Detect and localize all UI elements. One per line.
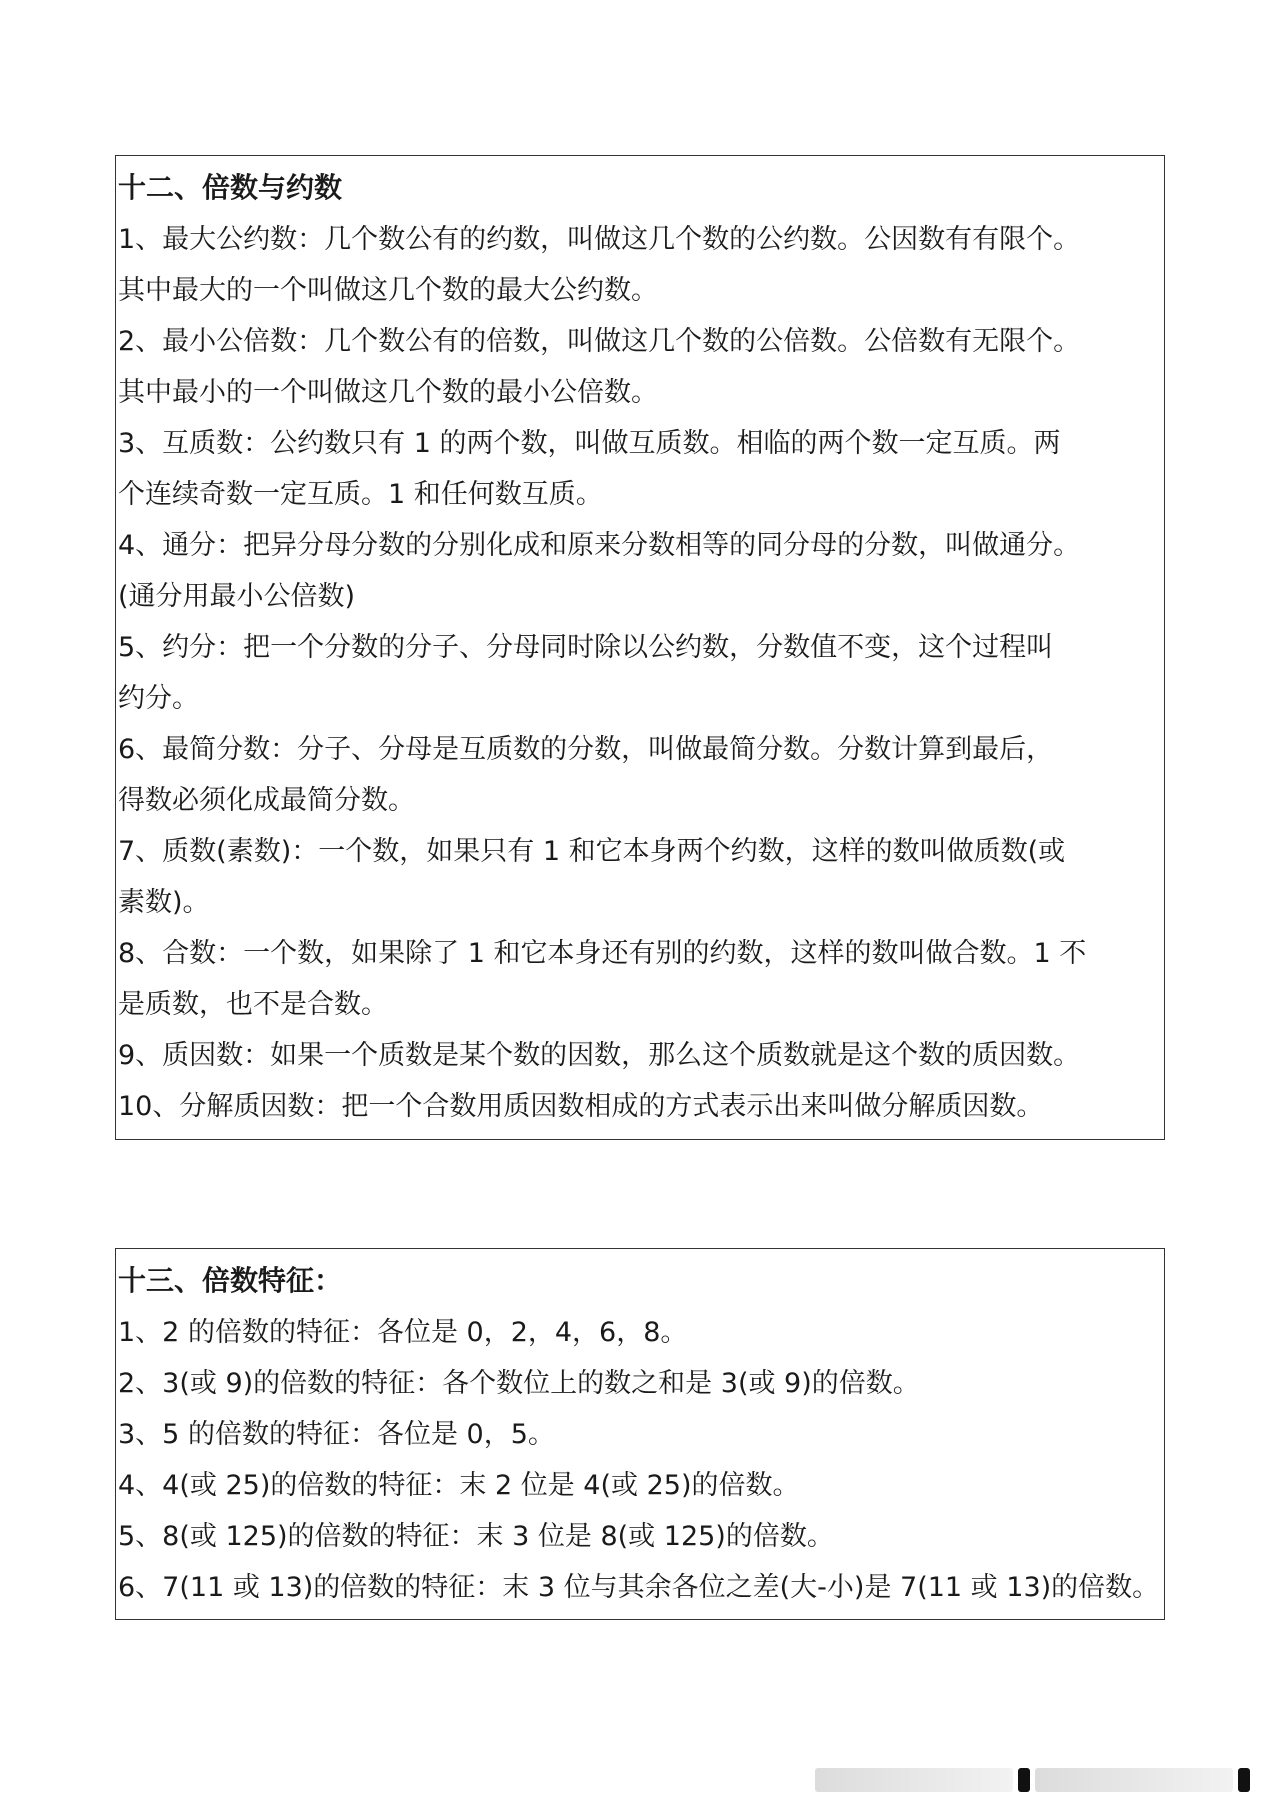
text-line: 5、约分：把一个分数的分子、分母同时除以公约数，分数值不变，这个过程叫 — [118, 632, 1054, 663]
text-line: 2、最小公倍数：几个数公有的倍数，叫做这几个数的公倍数。公倍数有无限个。 — [118, 326, 1081, 357]
section-multiple-characteristics — [115, 1248, 1165, 1620]
section-title: 十三、倍数特征： — [118, 1264, 343, 1297]
text-line: 10、分解质因数：把一个合数用质因数相成的方式表示出来叫做分解质因数。 — [118, 1091, 1044, 1122]
text-line: 其中最大的一个叫做这几个数的最大公约数。 — [118, 275, 658, 306]
text-line: 3、互质数：公约数只有 1 的两个数，叫做互质数。相临的两个数一定互质。两 — [118, 428, 1061, 459]
watermark-segment — [815, 1768, 1013, 1792]
text-line: 9、质因数：如果一个质数是某个数的因数，那么这个质数就是这个数的质因数。 — [118, 1040, 1081, 1071]
text-line: 1、2 的倍数的特征：各位是 0，2，4，6，8。 — [118, 1317, 688, 1348]
text-line: 7、质数(素数)：一个数，如果只有 1 和它本身两个约数，这样的数叫做质数(或 — [118, 836, 1066, 867]
watermark-mark — [1238, 1768, 1250, 1792]
section-multiples-divisors — [115, 155, 1165, 1140]
text-line: 其中最小的一个叫做这几个数的最小公倍数。 — [118, 377, 658, 408]
text-line: 约分。 — [118, 683, 199, 714]
text-line: 5、8(或 125)的倍数的特征：末 3 位是 8(或 125)的倍数。 — [118, 1521, 834, 1552]
text-line: 4、4(或 25)的倍数的特征：末 2 位是 4(或 25)的倍数。 — [118, 1470, 800, 1501]
text-line: 6、最简分数：分子、分母是互质数的分数，叫做最简分数。分数计算到最后， — [118, 734, 1054, 765]
text-line: 得数必须化成最简分数。 — [118, 785, 415, 816]
text-line: 是质数，也不是合数。 — [118, 989, 388, 1020]
text-line: 个连续奇数一定互质。1 和任何数互质。 — [118, 479, 603, 510]
section-title: 十二、倍数与约数 — [118, 171, 343, 204]
watermark-segment — [1035, 1768, 1233, 1792]
text-line: 1、最大公约数：几个数公有的约数，叫做这几个数的公约数。公因数有有限个。 — [118, 224, 1081, 255]
text-line: 素数)。 — [118, 887, 210, 918]
text-line: 4、通分：把异分母分数的分别化成和原来分数相等的同分母的分数，叫做通分。 — [118, 530, 1081, 561]
text-line: 3、5 的倍数的特征：各位是 0，5。 — [118, 1419, 555, 1450]
text-line: 6、7(11 或 13)的倍数的特征：末 3 位与其余各位之差(大-小)是 7(11 或 13)的倍数。 — [118, 1572, 1160, 1603]
text-line: 8、合数：一个数，如果除了 1 和它本身还有别的约数，这样的数叫做合数。1 不 — [118, 938, 1087, 969]
watermark-mark — [1018, 1768, 1030, 1792]
text-line: 2、3(或 9)的倍数的特征：各个数位上的数之和是 3(或 9)的倍数。 — [118, 1368, 920, 1399]
text-line: (通分用最小公倍数) — [118, 581, 356, 612]
watermark-strip — [815, 1765, 1250, 1795]
